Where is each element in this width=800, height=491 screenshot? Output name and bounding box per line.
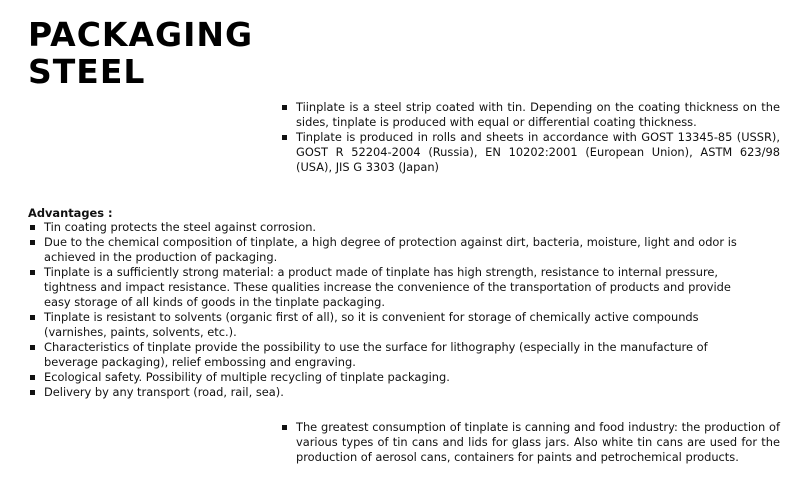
advantages-list — [28, 220, 738, 400]
advantage-item: Tinplate is a sufficiently strong material: a product made of tinplate has high strength, resistance to internal pressure, tightness and impact resistance. These qualities increase the convenience of the transportation of products and provide easy storage of all kinds of goods in the tinplate packaging. — [28, 265, 738, 310]
page-title-line-1: PACKAGING — [28, 15, 254, 54]
advantages-heading: Advantages : — [28, 206, 113, 220]
advantage-item: Ecological safety. Possibility of multiple recycling of tinplate packaging. — [28, 370, 738, 385]
intro-item: Tiinplate is a steel strip coated with tin. Depending on the coating thickness on the sides, tinplate is produced with equal or differential coating thickness. — [280, 100, 780, 130]
page-title — [28, 16, 253, 90]
advantage-item: Due to the chemical composition of tinplate, a high degree of protection against dirt, bacteria, moisture, light and odor is achieved in the production of packaging. — [28, 235, 738, 265]
intro-list — [280, 100, 780, 175]
intro-item: Tinplate is produced in rolls and sheets in accordance with GOST 13345-85 (USSR), GOST R 52204-2004 (Russia), EN 10202:2001 (European Union), ASTM 623/98 (USA), JIS G 3303 (Japan) — [280, 130, 780, 175]
advantage-item: Delivery by any transport (road, rail, sea). — [28, 385, 738, 400]
page-title-line-2: STEEL — [28, 52, 146, 91]
advantage-item: Tin coating protects the steel against corrosion. — [28, 220, 738, 235]
consumption-item: The greatest consumption of tinplate is canning and food industry: the production of various types of tin cans and lids for glass jars. Also white tin cans are used for the production of aerosol cans, containers for paints and petrochemical products. — [280, 420, 780, 465]
consumption-list — [280, 420, 780, 465]
advantage-item: Characteristics of tinplate provide the possibility to use the surface for lithography (especially in the manufacture of beverage packaging), relief embossing and engraving. — [28, 340, 738, 370]
advantage-item: Tinplate is resistant to solvents (organic first of all), so it is convenient for storage of chemically active compounds (varnishes, paints, solvents, etc.). — [28, 310, 738, 340]
